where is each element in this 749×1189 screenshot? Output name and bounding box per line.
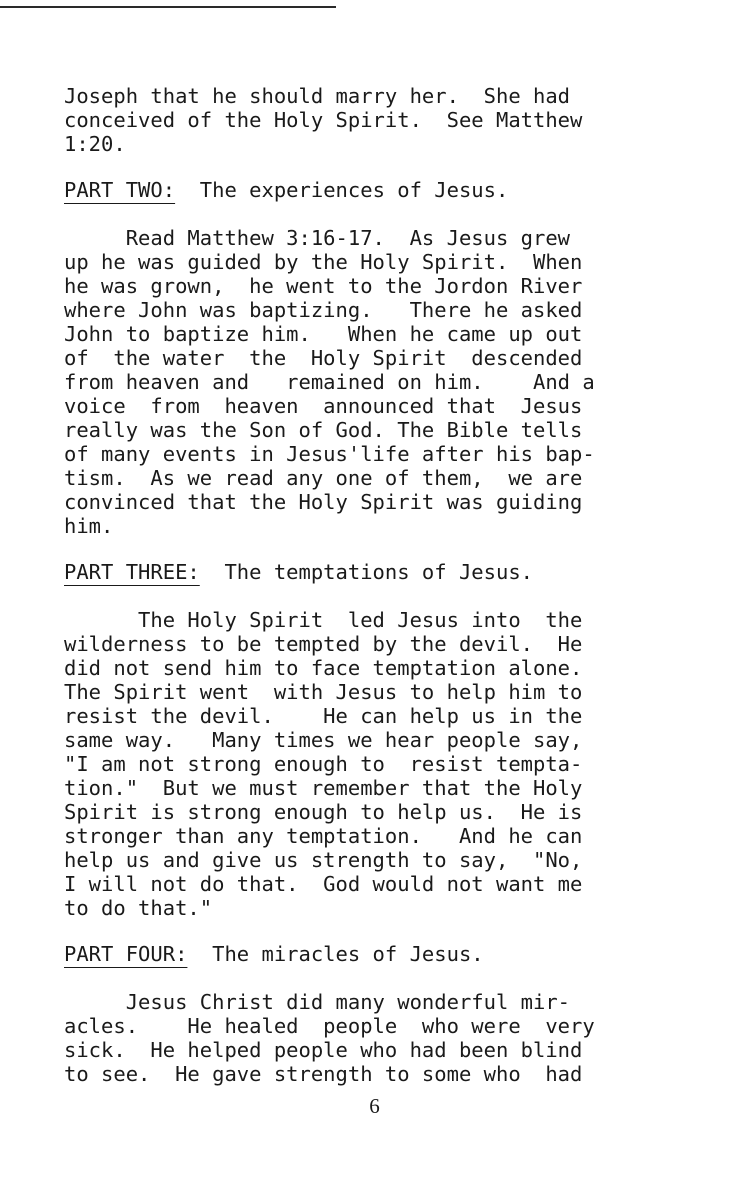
- text-line: did not send him to face temptation alone.: [64, 656, 583, 680]
- paragraph-part-three: [64, 608, 668, 920]
- section-label: PART THREE:: [64, 560, 200, 584]
- section-heading-part-three: [64, 560, 668, 584]
- text-line: wilderness to be tempted by the devil. He: [64, 632, 583, 656]
- text-line: of the water the Holy Spirit descended: [64, 346, 583, 370]
- text-line: acles. He healed people who were very: [64, 1014, 595, 1038]
- text-line: John to baptize him. When he came up out: [64, 322, 583, 346]
- text-line: tism. As we read any one of them, we are: [64, 466, 583, 490]
- text-line: help us and give us strength to say, "No,: [64, 848, 583, 872]
- text-line: he was grown, he went to the Jordon River: [64, 274, 583, 298]
- page-body: [64, 84, 668, 1086]
- section-label: PART FOUR:: [64, 942, 188, 966]
- text-line: 1:20.: [64, 132, 126, 156]
- text-line: of many events in Jesus'life after his bap-: [64, 442, 595, 466]
- text-line: him.: [64, 514, 114, 538]
- text-line: conceived of the Holy Spirit. See Matthew: [64, 108, 583, 132]
- text-line: same way. Many times we hear people say,: [64, 728, 583, 752]
- section-title: The miracles of Jesus.: [187, 942, 484, 966]
- paragraph-part-two: [64, 226, 668, 538]
- text-line: "I am not strong enough to resist tempta-: [64, 752, 583, 776]
- text-line: I will not do that. God would not want me: [64, 872, 583, 896]
- section-heading-part-four: [64, 942, 668, 966]
- top-rule: [0, 6, 336, 8]
- section-label: PART TWO:: [64, 178, 176, 202]
- text-line: really was the Son of God. The Bible tells: [64, 418, 583, 442]
- text-line: sick. He helped people who had been blind: [64, 1038, 583, 1062]
- text-line: convinced that the Holy Spirit was guiding: [64, 490, 583, 514]
- text-line: Read Matthew 3:16-17. As Jesus grew: [64, 226, 571, 250]
- text-line: The Spirit went with Jesus to help him to: [64, 680, 583, 704]
- paragraph-part-four: [64, 990, 668, 1086]
- text-line: up he was guided by the Holy Spirit. When: [64, 250, 583, 274]
- text-line: to do that.": [64, 896, 213, 920]
- text-line: tion." But we must remember that the Holy: [64, 776, 583, 800]
- text-line: voice from heaven announced that Jesus: [64, 394, 583, 418]
- text-line: Joseph that he should marry her. She had: [64, 84, 571, 108]
- section-heading-part-two: [64, 178, 668, 202]
- text-line: resist the devil. He can help us in the: [64, 704, 583, 728]
- text-line: The Holy Spirit led Jesus into the: [64, 608, 583, 632]
- section-title: The experiences of Jesus.: [175, 178, 509, 202]
- text-line: stronger than any temptation. And he can: [64, 824, 583, 848]
- text-line: Spirit is strong enough to help us. He is: [64, 800, 583, 824]
- section-title: The temptations of Jesus.: [199, 560, 534, 584]
- text-line: to see. He gave strength to some who had: [64, 1062, 583, 1086]
- text-line: Jesus Christ did many wonderful mir-: [64, 990, 571, 1014]
- text-line: where John was baptizing. There he asked: [64, 298, 583, 322]
- intro-paragraph: [64, 84, 668, 156]
- page-number: 6: [369, 1094, 380, 1118]
- text-line: from heaven and remained on him. And a: [64, 370, 595, 394]
